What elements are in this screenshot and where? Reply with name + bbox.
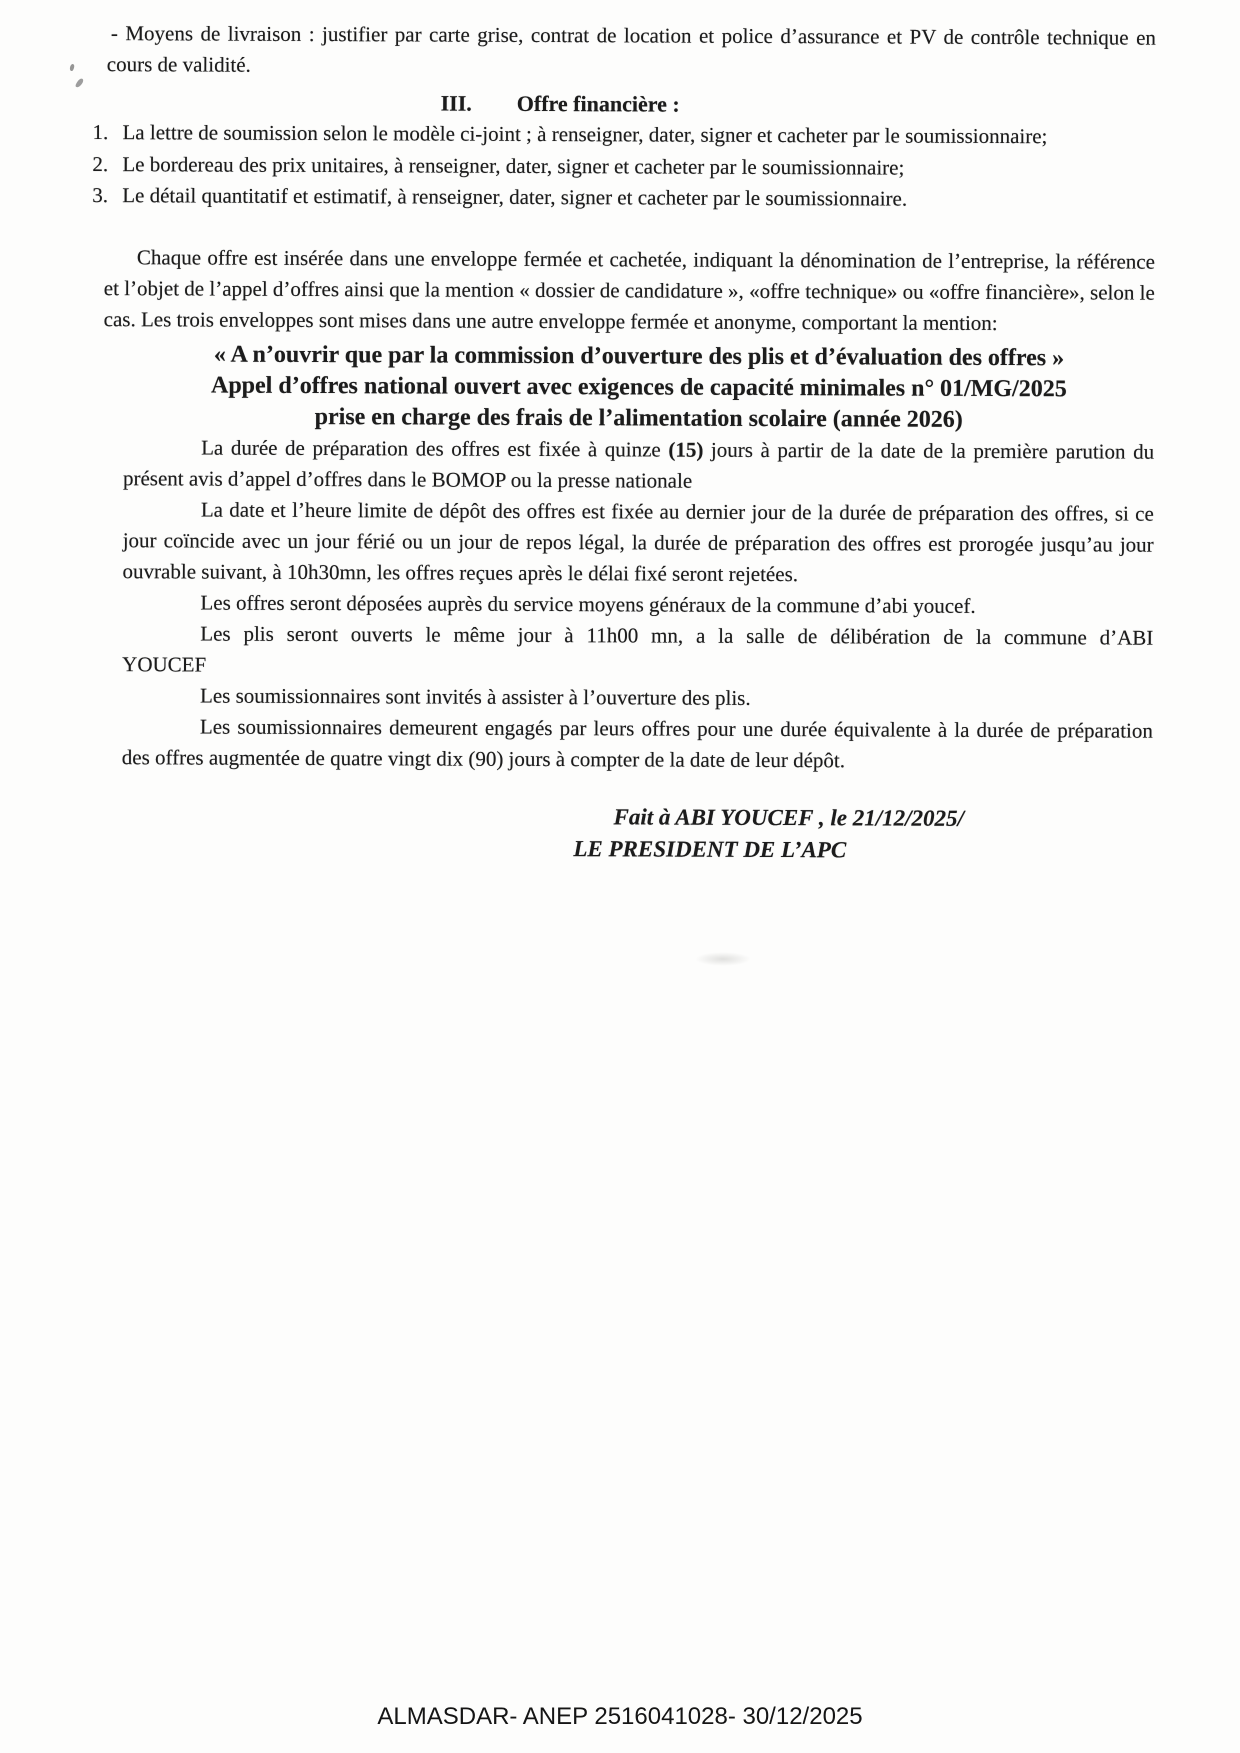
list-item	[84, 148, 1155, 184]
duration-text-before: La durée de préparation des offres est fixée à quinze	[201, 435, 669, 462]
list-item	[84, 117, 1155, 153]
signature-block	[81, 798, 1152, 867]
envelope-instructions-paragraph: Chaque offre est insérée dans une enveloppe fermée et cachetée, indiquant la dénomination de l’entreprise, la référence et l’objet de l’appel d’offres ainsi que la mention « dossier de candidature », «offre technique» ou «offre financière», selon le cas. Les trois enveloppes sont mises dans une autre enveloppe fermée et anonyme, comportant la mention:	[103, 244, 1156, 335]
section-title: Offre financière :	[516, 90, 680, 117]
mention-line-commission: « A n’ouvrir que par la commission d’ouverture des plis et d’évaluation des offres »	[213, 341, 1065, 371]
deadline-paragraph: La date et l’heure limite de dépôt des offres est fixée au dernier jour de la durée de préparation des offres, si ce jour coïncide avec un jour férié ou un jour de repos légal, la durée de préparation des offres est prorogée jusqu’au jour ouvrable suivant, à 10h30mn, les offres reçues après le délai fixé seront rejetées.	[122, 497, 1154, 586]
document-body	[81, 18, 1156, 867]
mention-line-object: prise en charge des frais de l’alimentation scolaire (année 2026)	[314, 403, 963, 433]
section-heading	[85, 86, 1156, 122]
list-item-text: Le bordereau des prix unitaires, à renseigner, dater, signer et cacheter par le soumissionnaire;	[122, 151, 905, 180]
preparation-duration-paragraph	[123, 432, 1154, 498]
commitment-paragraph: Les soumissionnaires demeurent engagés par leurs offres pour une durée équivalente à la durée de préparation des offres augmentée de quatre vingt dix (90) jours à compter de la date de leur dépôt.	[121, 714, 1153, 772]
footer-publication-line: ALMASDAR- ANEP 2516041028- 30/12/2025	[377, 1703, 863, 1730]
list-item-number: 1.	[92, 120, 109, 145]
signature-place-date: Fait à ABI YOUCEF , le 21/12/2025/	[613, 803, 964, 831]
deposit-location-paragraph: Les offres seront déposées auprès du service moyens généraux de la commune d’abi youcef.	[200, 590, 976, 618]
bid-opening-paragraph: Les plis seront ouverts le même jour à 11h00 mn, a la salle de délibération de la commune d’ABI YOUCEF	[122, 621, 1154, 677]
invitation-paragraph: Les soumissionnaires sont invités à assister à l’ouverture des plis.	[199, 683, 751, 710]
delivery-means-paragraph: - Moyens de livraison : justifier par carte grise, contrat de location et police d’assurance et PV de contrôle technique en cours de validité.	[106, 21, 1156, 77]
list-item-number: 2.	[92, 151, 109, 176]
list-item-number: 3.	[92, 183, 109, 208]
duration-days-bold: (15)	[668, 437, 704, 462]
scan-artifact-smudge	[695, 952, 751, 966]
signature-title: LE PRESIDENT DE L’APC	[573, 835, 847, 862]
envelope-mention-block	[123, 339, 1154, 436]
mention-line-tender-number: Appel d’offres national ouvert avec exigences de capacité minimales n° 01/MG/2025	[210, 372, 1067, 402]
duration-text-after: jours à partir de la date de la première parution du présent avis d’appel d’offres dans le BOMOP ou la presse nationale	[122, 437, 1155, 493]
list-item-text: La lettre de soumission selon le modèle ci-joint ; à renseigner, dater, signer et cacheter par le soumissionnaire;	[122, 120, 1048, 149]
scan-artifact-dot	[69, 64, 75, 72]
list-item-text: Le détail quantitatif et estimatif, à renseigner, dater, signer et cacheter par le soumissionnaire.	[122, 183, 908, 211]
financial-offer-list	[84, 117, 1155, 216]
list-item	[84, 180, 1155, 216]
scan-artifact-comma	[75, 77, 84, 88]
section-number: III.	[440, 90, 472, 116]
